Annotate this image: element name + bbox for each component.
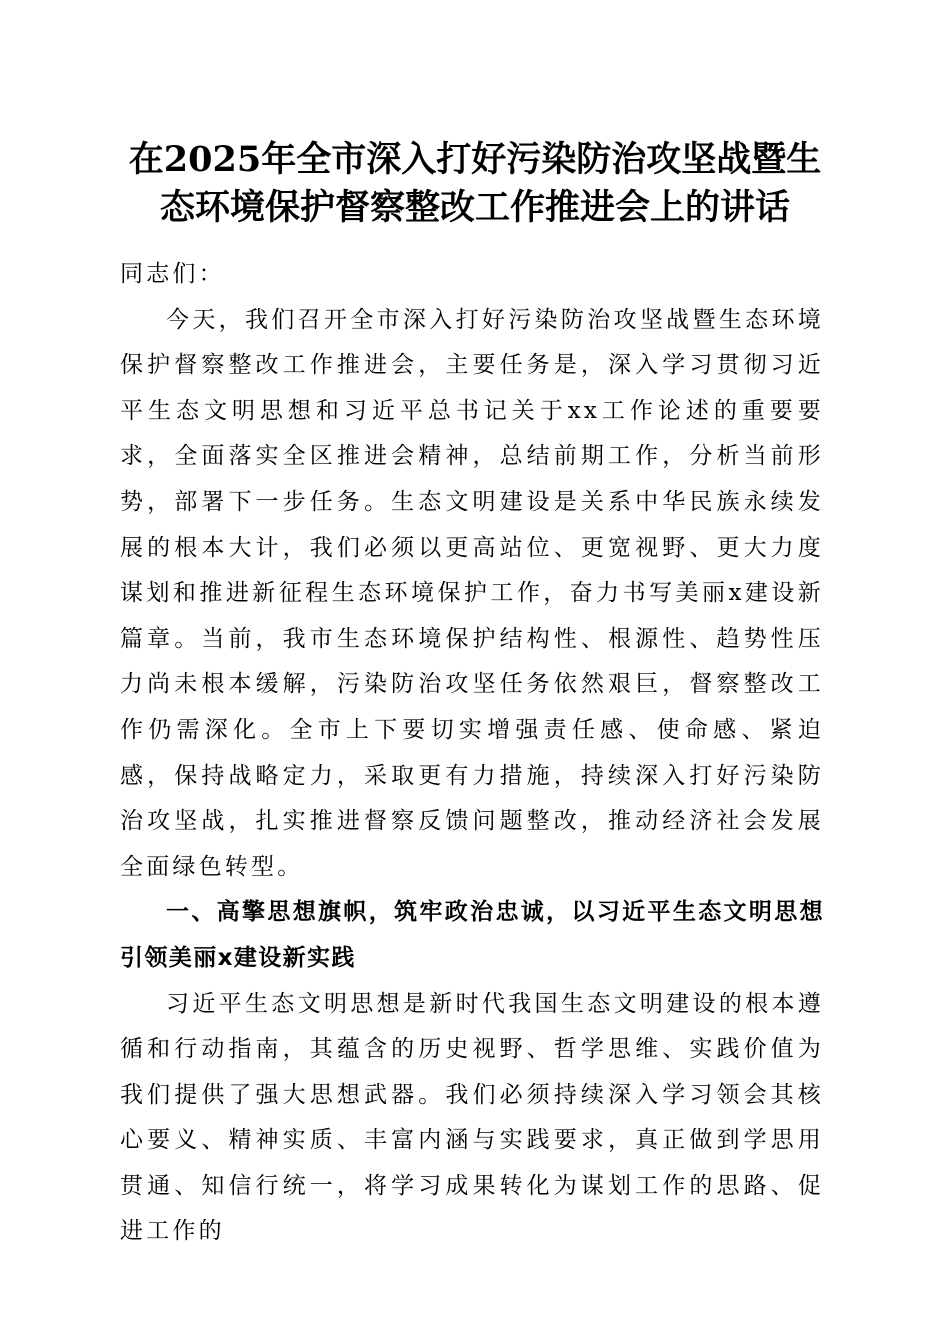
- paragraph-intro: 今天，我们召开全市深入打好污染防治攻坚战暨生态环境保护督察整改工作推进会，主要任务是，深入学习贯彻习近平生态文明思想和习近平总书记关于xx工作论述的重要要求，全面落实全区推进会精神，总结前期工作，分析当前形势，部署下一步任务。生态文明建设是关系中华民族永续发展的根本大计，我们必须以更高站位、更宽视野、更大力度谋划和推进新征程生态环境保护工作，奋力书写美丽x建设新篇章。当前，我市生态环境保护结构性、根源性、趋势性压力尚未根本缓解，污染防治攻坚任务依然艰巨，督察整改工作仍需深化。全市上下要切实增强责任感、使命感、紧迫感，保持战略定力，采取更有力措施，持续深入打好污染防治攻坚战，扎实推进督察反馈问题整改，推动经济社会发展全面绿色转型。: [120, 306, 824, 880]
- salutation: 同志们：: [120, 261, 225, 287]
- section-heading-1: 一、高擎思想旗帜，筑牢政治忠诚，以习近平生态文明思想引领美丽x建设新实践: [120, 899, 824, 971]
- document-body: [120, 252, 824, 1255]
- document-title: [100, 136, 850, 232]
- title-line-2: 态环境保护督察整改工作推进会上的讲话: [159, 187, 790, 228]
- title-line-1: 在2025年全市深入打好污染防治攻坚战暨生: [128, 139, 822, 180]
- paragraph-section-1: 习近平生态文明思想是新时代我国生态文明建设的根本遵循和行动指南，其蕴含的历史视野、哲学思维、实践价值为我们提供了强大思想武器。我们必须持续深入学习领会其核心要义、精神实质、丰富内涵与实践要求，真正做到学思用贯通、知信行统一，将学习成果转化为谋划工作的思路、促进工作的: [120, 990, 824, 1245]
